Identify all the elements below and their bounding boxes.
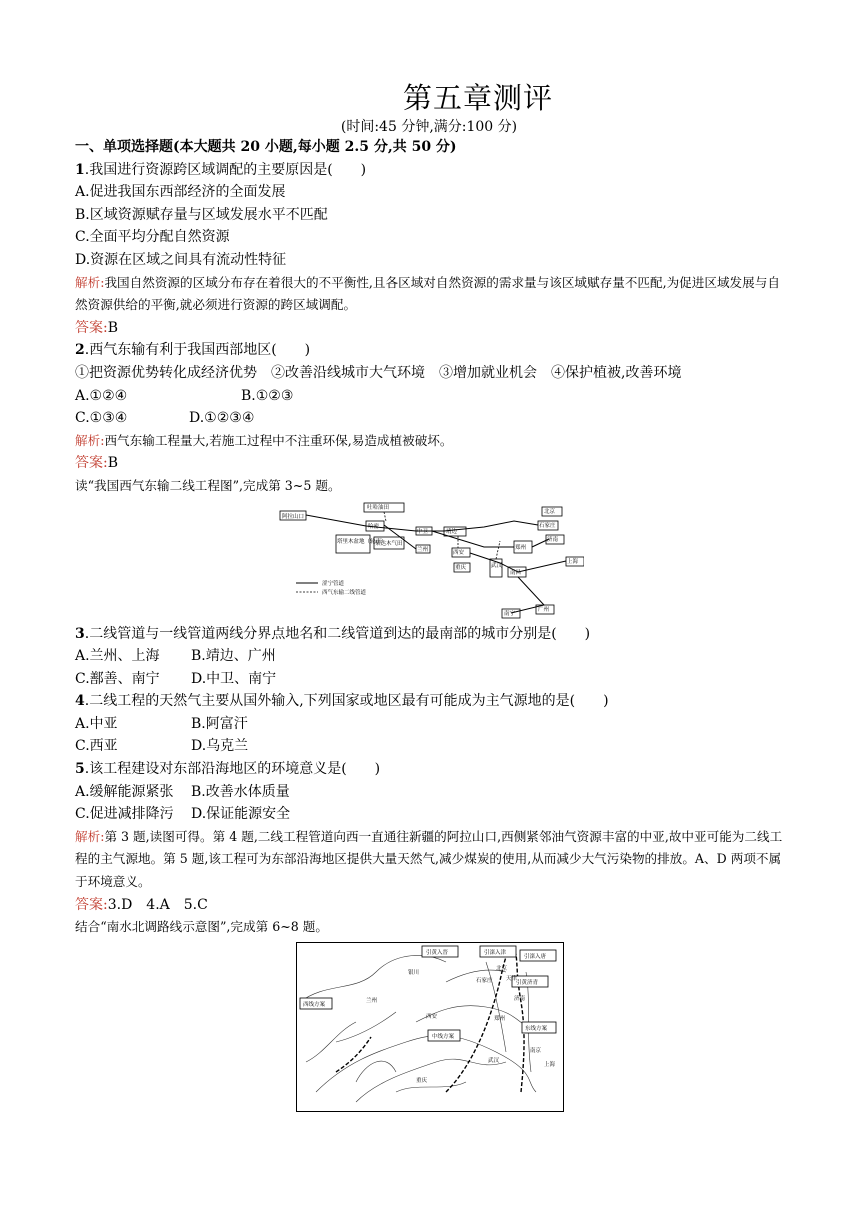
map1-legend-1: 涩宁管道: [322, 580, 345, 587]
q1-option-d: D.资源在区域之间具有流动性特征: [75, 251, 287, 268]
map1-place: 阿拉山口: [282, 513, 305, 520]
intro-q6-8: 结合“南水北调路线示意图”,完成第 6~8 题。: [75, 919, 328, 935]
map2-label: 引黄入晋: [426, 949, 449, 956]
water-diversion-map: [296, 942, 564, 1112]
map2-place: 兰州: [366, 997, 378, 1004]
map1-place: 吐哈油田: [367, 504, 390, 511]
q1-answer: 答案:B: [75, 319, 119, 336]
map2-label: 中线方案: [432, 1033, 455, 1040]
question-1: 1.我国进行资源跨区域调配的主要原因是( ): [75, 161, 367, 178]
q1-option-a: A.促进我国东西部经济的全面发展: [75, 184, 286, 201]
map1-place: 塔里木盆地（轮南）: [337, 538, 387, 545]
q2-statements: ①把资源优势转化成经济优势 ②改善沿线城市大气环境 ③增加就业机会 ④保护植被,改善环境: [75, 364, 682, 381]
q1-option-b: B.区域资源赋存量与区域发展水平不匹配: [75, 206, 328, 223]
section-heading: 一、单项选择题(本大题共 20 小题,每小题 2.5 分,共 50 分): [75, 139, 457, 155]
map2-place: 天津: [506, 975, 518, 982]
map1-place: 南昌: [510, 569, 522, 576]
map1-place: 南宁: [504, 610, 516, 617]
map1-legend-2: 西气东输二线管道: [322, 589, 367, 596]
map1-place: 靖边: [446, 528, 458, 535]
intro-q3-5: 读“我国西气东输二线工程图”,完成第 3~5 题。: [75, 477, 341, 493]
q2-answer: 答案:B: [75, 455, 119, 472]
map1-place: 上海: [567, 558, 579, 565]
map2-place: 西安: [426, 1013, 438, 1020]
map1-place: 西安: [453, 549, 465, 556]
q2-options-row2: C.①③④ D.①②③④: [75, 410, 255, 427]
map2-label: 引滦入唐: [524, 953, 547, 960]
map2-place: 银川: [408, 969, 420, 976]
q3-options-row1: A.兰州、上海 B.靖边、广州: [75, 648, 276, 665]
map1-place: 武汉: [491, 562, 503, 569]
q2-options-row1: A.①②④ B.①②③: [75, 387, 294, 404]
map1-place: 柴达木气田: [375, 540, 403, 547]
pipeline-map: [274, 501, 584, 619]
map2-place: 郑州: [494, 1015, 506, 1022]
question-2: 2.西气东输有利于我国西部地区( ): [75, 342, 311, 359]
map1-place: 兰州: [417, 546, 429, 553]
map2-place: 上海: [544, 1061, 556, 1068]
map2-label: 东线方案: [525, 1025, 548, 1032]
question-4: 4.二线工程的天然气主要从国外输入,下列国家或地区最有可能成为主气源地的是( ): [75, 693, 609, 710]
map2-place: 重庆: [416, 1077, 428, 1084]
map2-place: 石家庄: [476, 977, 493, 984]
q3-5-analysis: 解析:第 3 题,读图可得。第 4 题,二线工程管道向西一直通往新疆的阿拉山口,西侧紧邻油气资源丰富的中亚,故中亚可能为二线工程的主气源地。第 5 题,该工程可为东部沿海地区提供大量天然气,减少煤炭的使用,从而减少大气污染物的排放。A、D 两项不属于环境意义。: [75, 828, 783, 890]
map2-place: 武汉: [488, 1057, 500, 1064]
map2-place: 南京: [530, 1047, 542, 1054]
map1-place: 北京: [544, 508, 556, 515]
map1-place: 石家庄: [539, 522, 556, 529]
q5-options-row1: A.缓解能源紧张 B.改善水体质量: [75, 783, 290, 800]
map1-place: 广州: [538, 606, 550, 613]
map2-label: 引滦入津: [484, 949, 507, 956]
question-3: 3.二线管道与一线管道两线分界点地名和二线管道到达的最南部的城市分别是( ): [75, 625, 591, 642]
map2-place: 济南: [514, 995, 526, 1002]
content: [75, 136, 787, 1112]
map1-place: 哈密: [368, 523, 380, 530]
q5-options-row2: C.促进减排降污 D.保证能源安全: [75, 806, 291, 823]
q4-options-row2: C.西亚 D.乌克兰: [75, 738, 249, 755]
page-subtitle: (时间:45 分钟,满分:100 分): [340, 119, 518, 135]
q4-options-row1: A.中亚 B.阿富汗: [75, 715, 248, 732]
q3-5-answer: 答案:3.D 4.A 5.C: [75, 896, 208, 913]
map2-label: 引黄济青: [516, 979, 539, 986]
map2-label: 西线方案: [303, 1001, 326, 1008]
q1-analysis: 解析:我国自然资源的区域分布存在着很大的不平衡性,且各区域对自然资源的需求量与该区域赋存量不匹配,为促进区域发展与自然资源供给的平衡,就必须进行资源的跨区域调配。: [75, 274, 780, 313]
q2-analysis: 解析:西气东输工程量大,若施工过程中不注重环保,易造成植被破坏。: [75, 432, 453, 448]
map1-place: 中卫: [417, 528, 429, 535]
page-title: 第五章测评: [402, 81, 553, 115]
map1-place: 济南: [547, 536, 559, 543]
q1-option-c: C.全面平均分配自然资源: [75, 229, 230, 246]
q3-options-row2: C.鄯善、南宁 D.中卫、南宁: [75, 670, 277, 687]
map2-place: 北京: [496, 965, 508, 972]
map1-place: 郑州: [515, 544, 527, 551]
map1-place: 重庆: [455, 564, 467, 571]
question-5: 5.该工程建设对东部沿海地区的环境意义是( ): [75, 761, 381, 778]
